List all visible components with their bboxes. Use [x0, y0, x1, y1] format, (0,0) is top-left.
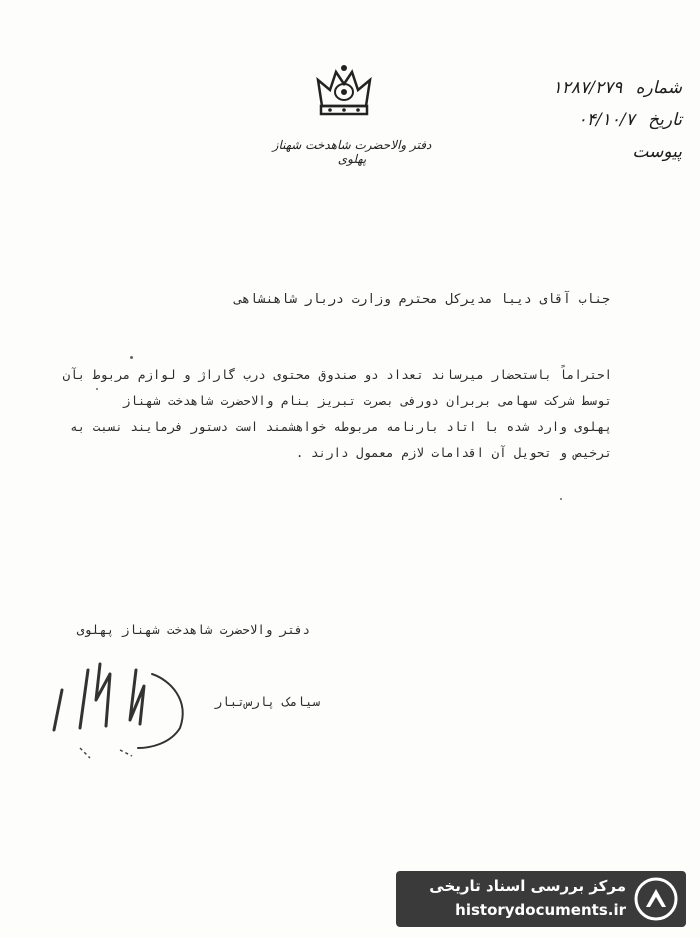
watermark-title: مرکز بررسی اسناد تاریخی: [429, 877, 626, 895]
watermark-url: historydocuments.ir: [455, 901, 626, 919]
scan-speck: [130, 356, 133, 359]
body-line: پهلوی وارد شده با اتاد بارنامه مربوطه خواهشمند است دستور فرمایند نسبت به: [70, 419, 612, 434]
meta-number-row: [482, 72, 682, 104]
signer-name: سیامک پارس‌تبار: [214, 694, 320, 709]
letter-body: [62, 362, 612, 466]
salutation: جناب آقای دیبا مدیرکل محترم وزارت دربار شاهنشاهی: [234, 292, 610, 307]
signature-office: دفتر والاحضرت شاهدخت شهناز پهلوی: [76, 622, 310, 637]
archive-logo-icon: [634, 877, 678, 921]
number-value: ۱۲۸۷/۲۷۹: [552, 78, 623, 98]
meta-attachment-row: [482, 136, 682, 168]
date-label: تاریخ: [648, 110, 682, 130]
crown-emblem-icon: [312, 62, 376, 124]
date-value: ۰۴/۱۰/۷: [577, 110, 635, 130]
body-line: توسط شرکت سهامی بربران دورفی بصرت تبریز بنام والاحضرت شاهدخت شهناز: [122, 393, 612, 408]
number-label: شماره: [635, 78, 682, 98]
body-line: ترخیص و تحویل آن اقدامات لازم معمول دارند .: [295, 445, 612, 460]
document-meta: [482, 72, 682, 168]
attachment-label: پیوست: [632, 142, 682, 162]
body-line: احتراماً باستحضار میرساند تعداد دو صندوق محتوی درب گاراژ و لوازم مربوط بآن: [62, 367, 612, 382]
watermark-banner: [396, 871, 686, 927]
scan-speck: [560, 498, 562, 500]
scan-speck: [96, 388, 98, 390]
letterhead-office-name: دفتر والاحضرت شاهدخت شهناز پهلوی: [272, 138, 432, 166]
meta-date-row: [482, 104, 682, 136]
